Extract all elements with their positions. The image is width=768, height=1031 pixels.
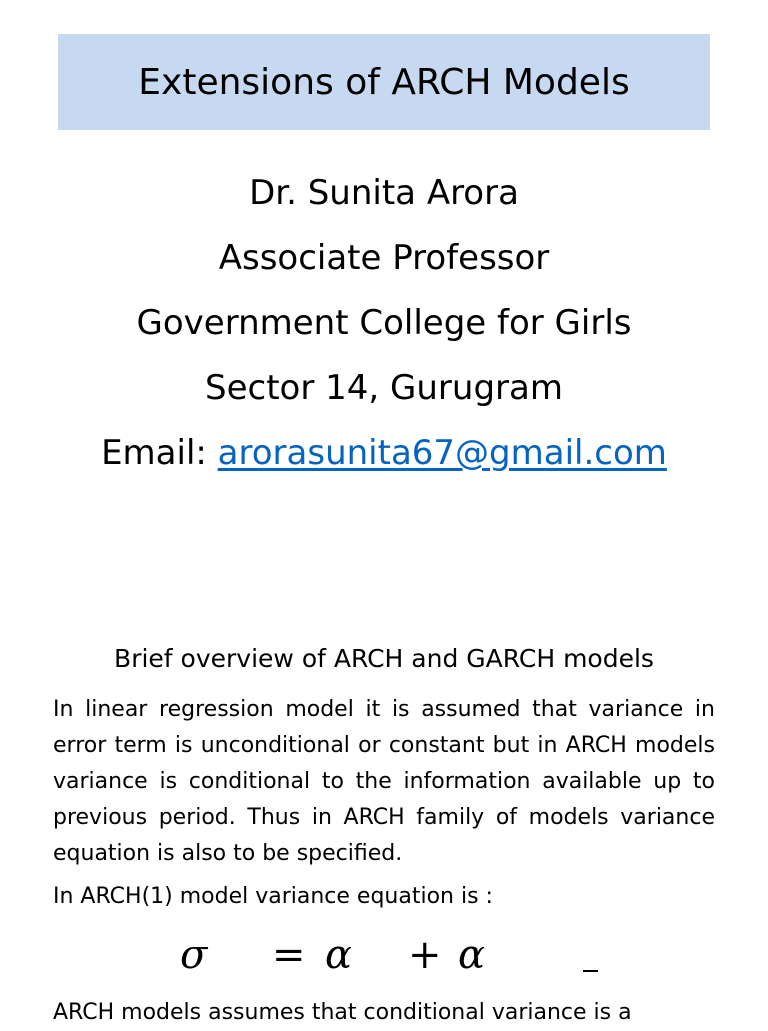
section-heading: Brief overview of ARCH and GARCH models — [114, 644, 654, 673]
paragraph-arch1-intro: In ARCH(1) model variance equation is : — [53, 884, 493, 909]
paragraph-variance-intro: In linear regression model it is assumed that variance in error term is unconditional or constant but in ARCH models variance is conditional to the information available up to previous period. Thus in ARCH family of models variance equation is also to be specified. — [53, 697, 715, 866]
equation-sigma: σ — [180, 932, 208, 978]
equation-alpha-0: α — [325, 932, 353, 978]
institution: Government College for Girls — [136, 303, 632, 343]
author-name: Dr. Sunita Arora — [249, 173, 519, 213]
equation-equals: = — [272, 932, 306, 978]
location: Sector 14, Gurugram — [205, 368, 563, 408]
email-link[interactable]: arorasunita67@gmail.com — [217, 433, 667, 473]
slide-title: Extensions of ARCH Models — [138, 61, 630, 103]
email-line — [0, 426, 768, 491]
author-role: Associate Professor — [218, 238, 550, 278]
equation-alpha-1: α — [458, 932, 486, 978]
equation-subscript-mark — [583, 970, 598, 972]
equation-plus: + — [408, 932, 442, 978]
email-label: Email: — [101, 433, 218, 473]
paragraph-arch-assumption: ARCH models assumes that conditional variance is a — [53, 1000, 632, 1025]
title-banner — [58, 34, 710, 130]
author-info — [0, 166, 768, 491]
